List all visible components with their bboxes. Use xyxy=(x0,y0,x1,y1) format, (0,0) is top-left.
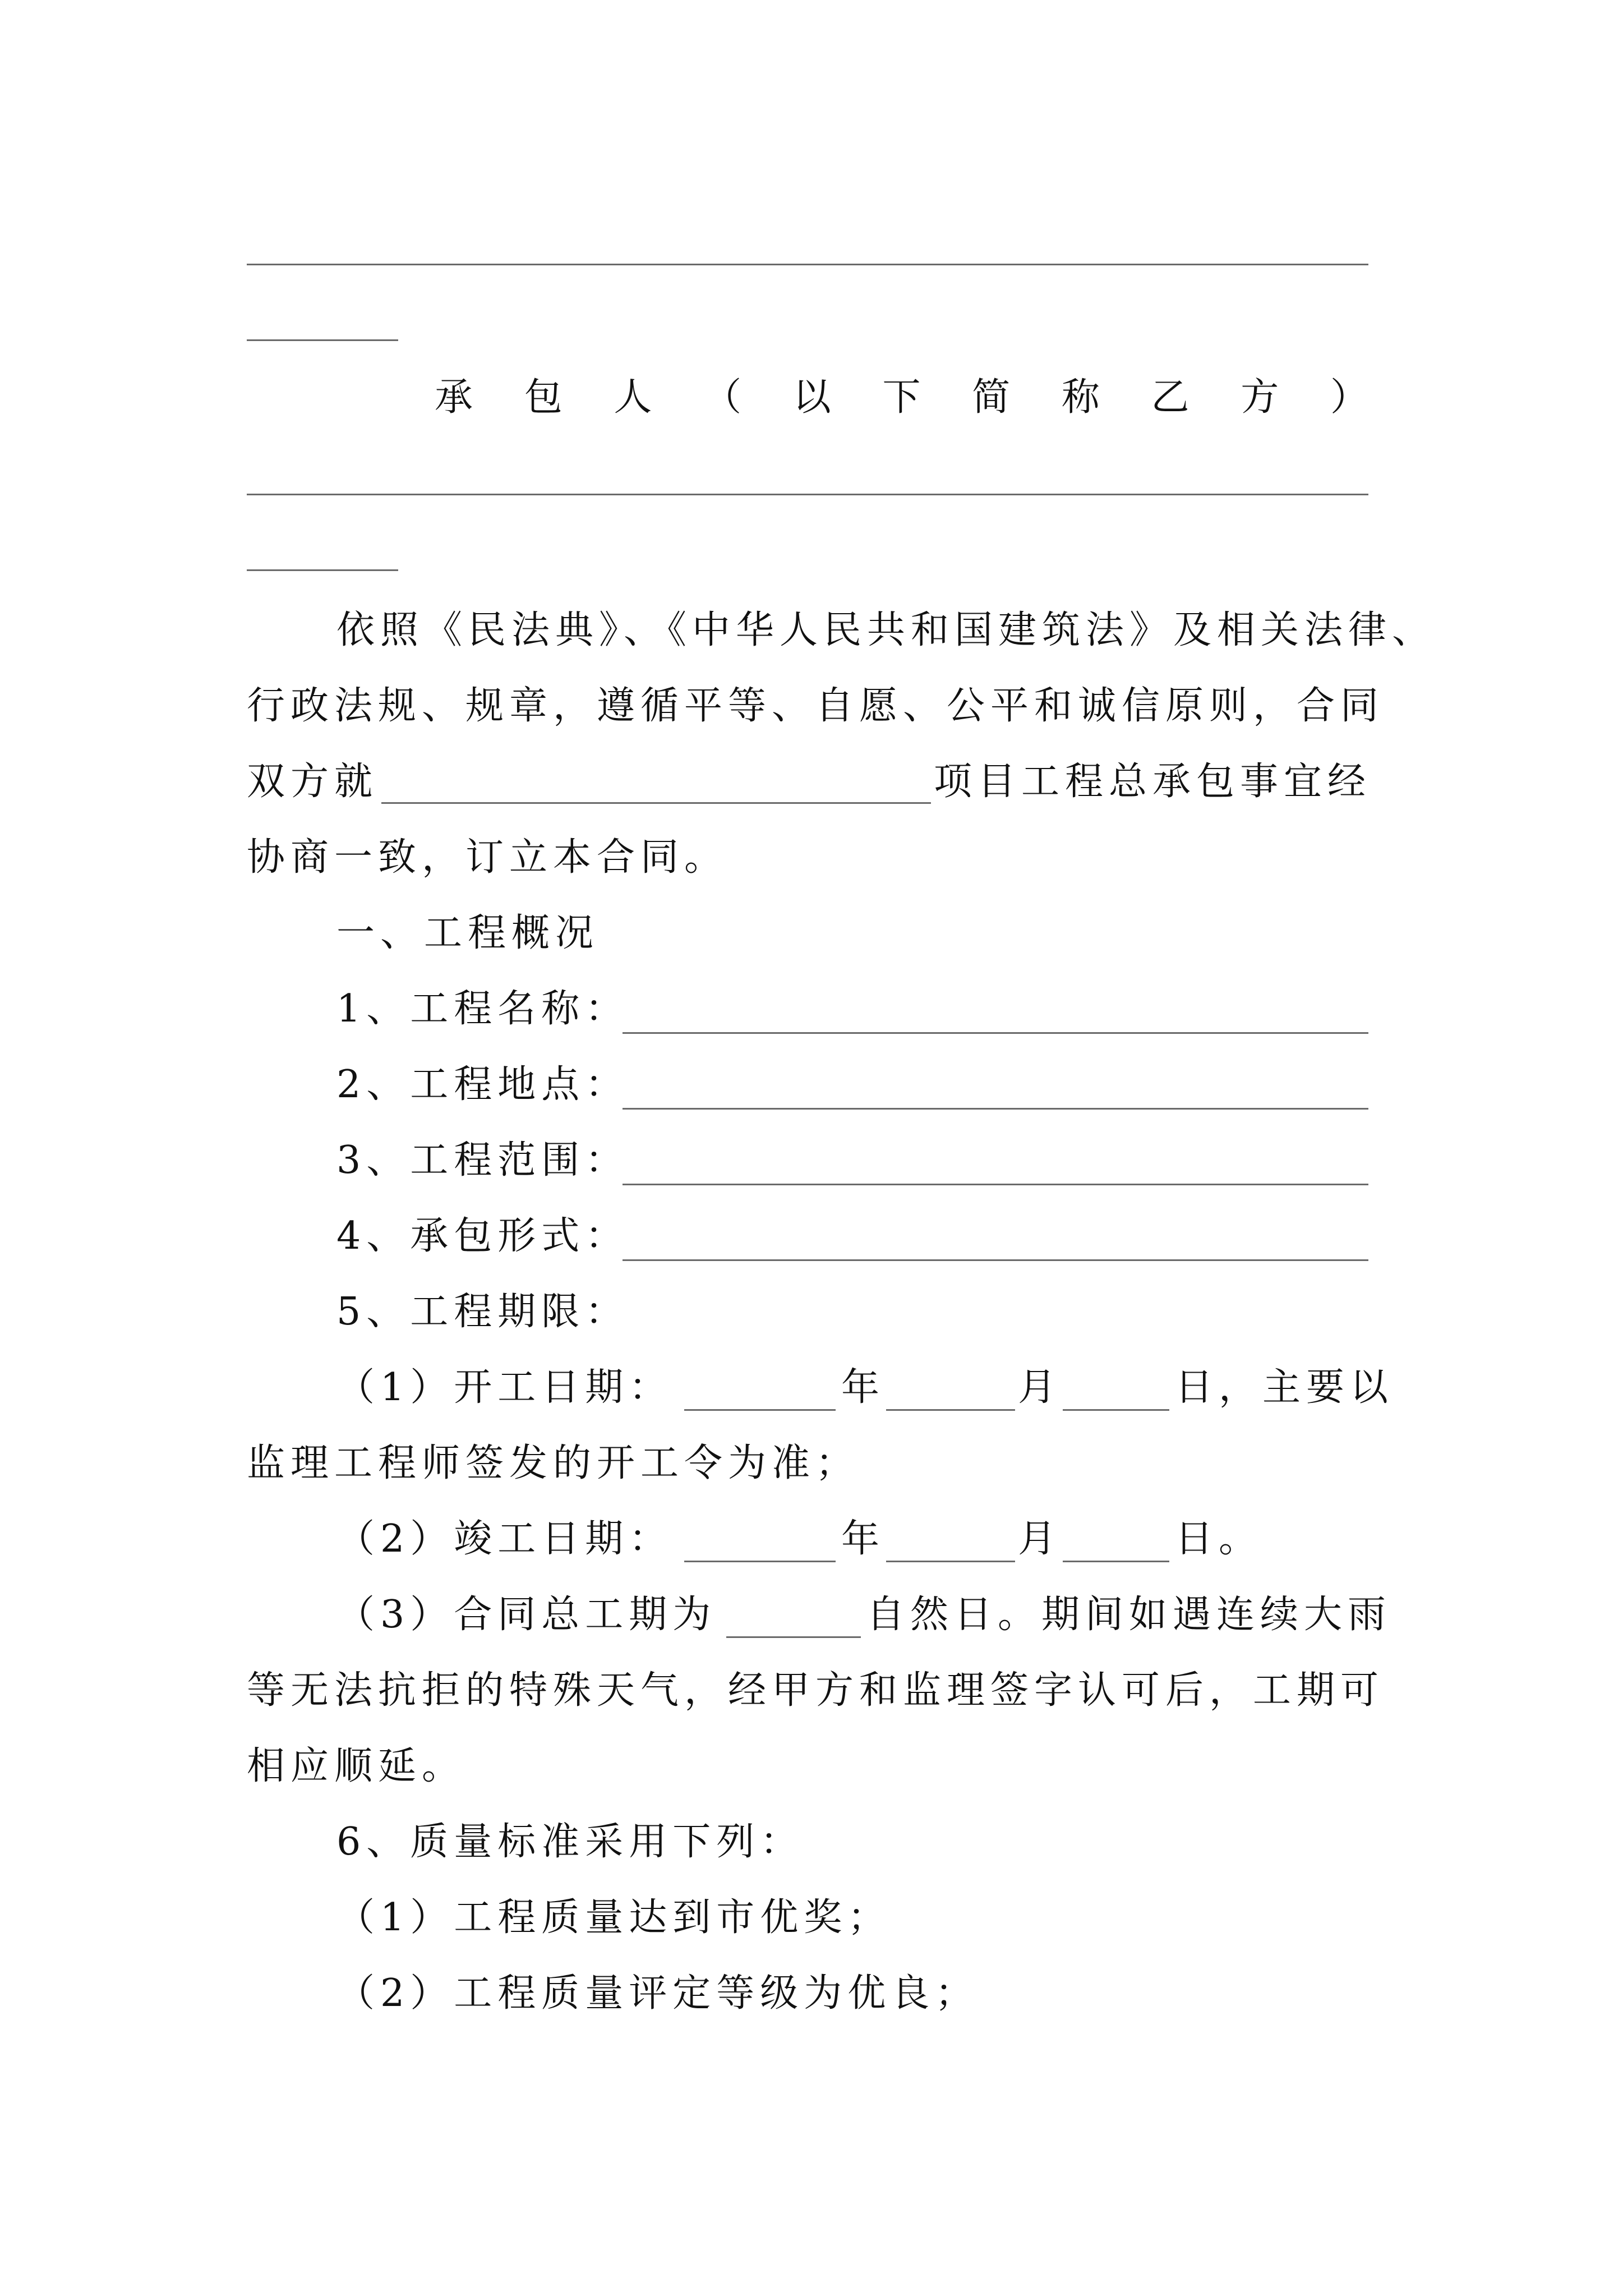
field-label-location: 2、工程地点： xyxy=(336,1062,629,1107)
field-blank-scope xyxy=(623,1184,1368,1185)
finish-day-unit: 日。 xyxy=(1175,1517,1263,1561)
quality-item-2: （2）工程质量评定等级为优良； xyxy=(336,1971,979,2016)
blank-line xyxy=(247,569,398,571)
finish-year-blank xyxy=(684,1561,836,1562)
start-date-label: （1）开工日期： xyxy=(336,1365,673,1410)
contractor-char: 以 xyxy=(792,375,831,420)
quality-item-1: （1）工程质量达到市优奖； xyxy=(336,1895,892,1940)
field-blank-name xyxy=(623,1032,1368,1034)
contractor-char: 乙 xyxy=(1151,375,1189,420)
blank-line xyxy=(247,339,398,341)
duration-blank xyxy=(726,1636,861,1638)
finish-year-unit: 年 xyxy=(841,1517,886,1561)
finish-day-blank xyxy=(1063,1561,1169,1562)
contractor-char: 承 xyxy=(435,375,473,420)
contractor-heading xyxy=(435,375,1368,420)
section-title: 一、工程概况 xyxy=(336,911,600,955)
quality-title: 6、质量标准采用下列： xyxy=(336,1820,804,1864)
contractor-char: 人 xyxy=(614,375,652,420)
field-label-scope: 3、工程范围： xyxy=(336,1138,629,1182)
start-year-blank xyxy=(684,1409,836,1411)
contractor-char: 包 xyxy=(524,375,562,420)
finish-month-blank xyxy=(886,1561,1015,1562)
start-month-unit: 月 xyxy=(1018,1365,1062,1410)
duration-text: 自然日。期间如遇连续大雨 xyxy=(866,1593,1392,1637)
project-name-blank xyxy=(381,802,931,804)
duration-line-3: 相应顺延。 xyxy=(247,1744,466,1788)
intro-line-3b: 项目工程总承包事宜经 xyxy=(934,760,1372,804)
start-day-text: 日，主要以 xyxy=(1175,1365,1394,1410)
intro-line-2: 行政法规、规章，遵循平等、自愿、公平和诚信原则，合同 xyxy=(247,684,1385,728)
start-year-unit: 年 xyxy=(841,1365,886,1410)
start-date-line-2: 监理工程师签发的开工令为准； xyxy=(247,1441,860,1485)
field-label-name: 1、工程名称： xyxy=(336,987,629,1031)
blank-line xyxy=(247,494,1368,495)
duration-label: （3）合同总工期为 xyxy=(336,1593,717,1637)
start-day-blank xyxy=(1063,1409,1169,1411)
finish-date-label: （2）竣工日期： xyxy=(336,1517,673,1561)
duration-line-2: 等无法抗拒的特殊天气，经甲方和监理签字认可后，工期可 xyxy=(247,1668,1385,1713)
field-blank-form xyxy=(623,1259,1368,1261)
contractor-char: ） xyxy=(1330,375,1368,420)
intro-line-3a: 双方就 xyxy=(247,760,379,804)
contractor-char: （ xyxy=(703,375,742,420)
field-label-form: 4、承包形式： xyxy=(336,1214,629,1258)
field-blank-location xyxy=(623,1108,1368,1110)
contractor-char: 称 xyxy=(1061,375,1100,420)
contractor-char: 简 xyxy=(972,375,1011,420)
start-month-blank xyxy=(886,1409,1015,1411)
intro-line-4: 协商一致，订立本合同。 xyxy=(247,835,728,880)
blank-line xyxy=(247,264,1368,265)
finish-month-unit: 月 xyxy=(1018,1517,1062,1561)
field-label-period: 5、工程期限： xyxy=(336,1290,629,1334)
intro-line-1: 依照《民法典》、《中华人民共和国建筑法》及相关法律、 xyxy=(336,608,1436,652)
contractor-char: 下 xyxy=(882,375,921,420)
contractor-char: 方 xyxy=(1241,375,1279,420)
